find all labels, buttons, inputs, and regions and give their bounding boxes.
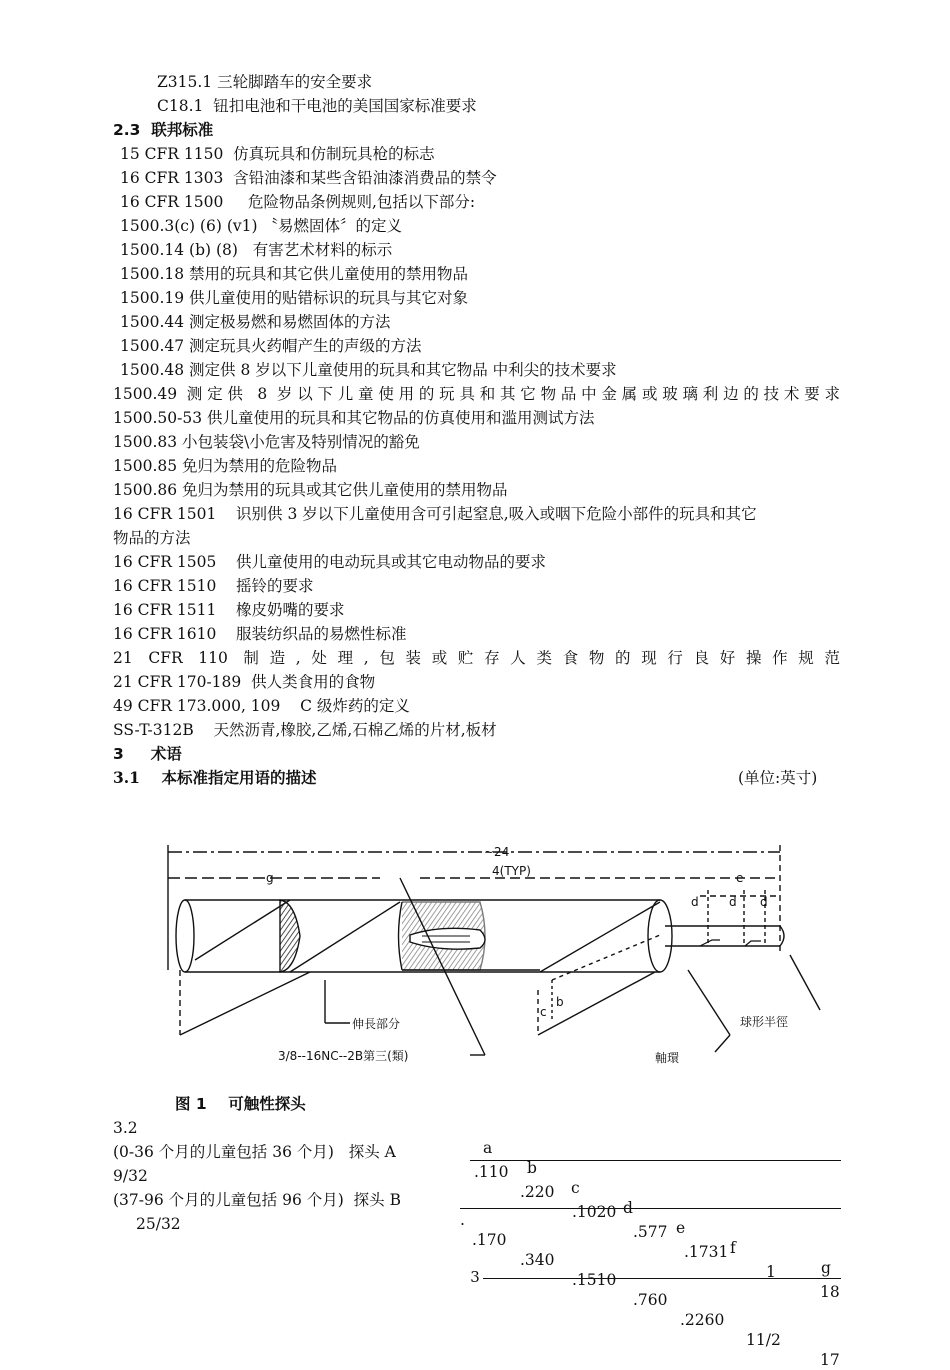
text-line-l29: 3 术语: [113, 745, 182, 763]
text-line-l21: 16 CFR 1505 供儿童使用的电动玩具或其它电动物品的要求: [113, 553, 547, 571]
text-line-l04: 15 CFR 1150 仿真玩具和仿制玩具枪的标志: [120, 145, 435, 163]
text-line-l19: 16 CFR 1501 识别供 3 岁以下儿童使用含可引起窒息,吸入或咽下危险小部件的玩具和其它: [113, 505, 757, 523]
text-line-l32: 3.2: [113, 1119, 138, 1137]
label-g: g: [266, 871, 274, 885]
header-c: c: [571, 1179, 580, 1197]
text-line-l30: 3.1 本标准指定用语的描述: [113, 768, 317, 787]
probe-b-e: .2260: [680, 1311, 725, 1329]
probe-a-c: .1020: [572, 1203, 617, 1221]
label-d1: d: [691, 895, 699, 909]
label-d2: d: [729, 895, 737, 909]
text-line-l33: (0-36 个月的儿童包括 36 个月) 探头 A: [113, 1143, 396, 1161]
probe-a-e: .1731: [684, 1243, 729, 1261]
text-line-l30u: (单位:英寸): [738, 769, 818, 787]
text-line-l02: C18.1 钮扣电池和干电池的美国国家标准要求: [157, 97, 477, 115]
text-line-l26: 21 CFR 170-189 供人类食用的食物: [113, 673, 376, 691]
text-line-l14: 1500.49 测定供 8 岁以下儿童使用的玩具和其它物品中金属或玻璃利边的技术要求: [113, 385, 840, 403]
accessibility-probe-figure: [140, 830, 840, 1075]
probe-a-g: 18: [820, 1283, 840, 1301]
header-e: e: [676, 1219, 686, 1237]
label-d3: d: [760, 895, 768, 909]
text-line-l01: Z315.1 三轮脚踏车的安全要求: [157, 73, 373, 91]
text-line-l35: (37-96 个月的儿童包括 96 个月) 探头 B: [113, 1191, 401, 1209]
probe-a-a: .110: [474, 1163, 509, 1181]
probe-a-b: .220: [520, 1183, 555, 1201]
text-line-l10: 1500.19 供儿童使用的贴错标识的玩具与其它对象: [120, 289, 469, 307]
label-c: c: [540, 1005, 547, 1019]
text-line-l18: 1500.86 免归为禁用的玩具或其它供儿童使用的禁用物品: [113, 481, 508, 499]
page-number: 3: [470, 1268, 480, 1286]
text-line-l24: 16 CFR 1610 服装纺织品的易燃性标准: [113, 625, 407, 643]
header-a: a: [483, 1139, 493, 1157]
label-ball-radius: 球形半徑: [740, 1015, 789, 1029]
text-line-l03: 2.3 联邦标准: [113, 121, 214, 139]
probe-b-a: .170: [472, 1231, 507, 1249]
text-line-l31: 图 1 可触性探头: [175, 1095, 306, 1113]
text-line-l34: 9/32: [113, 1167, 148, 1185]
label-extension: 伸長部分: [352, 1017, 401, 1031]
probe-a-d: .577: [633, 1223, 668, 1241]
text-line-l11: 1500.44 测定极易燃和易燃固体的方法: [120, 313, 391, 331]
text-line-l13: 1500.48 测定供 8 岁以下儿童使用的玩具和其它物品 中利尖的技术要求: [120, 361, 617, 379]
text-line-l05: 16 CFR 1303 含铅油漆和某些含铅油漆消费品的禁令: [120, 169, 497, 187]
label-e: e: [736, 871, 744, 885]
label-overall: ~24: [484, 845, 510, 859]
text-line-l17: 1500.85 免归为禁用的危险物品: [113, 457, 338, 475]
header-f: f: [730, 1239, 736, 1257]
probe-b-values: . .170 .340 .1510 .760 .2260 11/2 17: [460, 1190, 841, 1209]
text-line-l27: 49 CFR 173.000, 109 C 级炸药的定义: [113, 697, 410, 715]
text-line-l36: 25/32: [136, 1215, 181, 1233]
probe-a-f: 1: [766, 1263, 776, 1281]
probe-b-b: .340: [520, 1251, 555, 1269]
text-line-l12: 1500.47 测定玩具火药帽产生的声级的方法: [120, 337, 422, 355]
text-line-l25: 21 CFR 110 制造,处理,包装或贮存人类食物的现行良好操作规范: [113, 649, 840, 667]
text-line-l09: 1500.18 禁用的玩具和其它供儿童使用的禁用物品: [120, 265, 469, 283]
text-line-l07: 1500.3(c) (6) (v1) 〝易燃固体〞的定义: [120, 217, 402, 235]
header-d: d: [623, 1199, 633, 1217]
header-b: b: [527, 1159, 537, 1177]
label-b: b: [556, 995, 564, 1009]
label-typ: 4(TYP): [492, 864, 531, 878]
probe-b-f: 11/2: [746, 1331, 781, 1349]
text-line-l23: 16 CFR 1511 橡皮奶嘴的要求: [113, 601, 345, 619]
text-line-l08: 1500.14 (b) (8) 有害艺术材料的标示: [120, 241, 393, 259]
probe-b-d: .760: [633, 1291, 668, 1309]
probe-b-g: 17: [820, 1351, 840, 1369]
label-collar: 軸環: [655, 1051, 680, 1065]
text-line-l06: 16 CFR 1500 危险物品条例规则,包括以下部分:: [120, 193, 476, 211]
header-g: g: [821, 1259, 831, 1277]
text-line-l22: 16 CFR 1510 摇铃的要求: [113, 577, 314, 595]
text-line-l28: SS-T-312B 天然沥青,橡胶,乙烯,石棉乙烯的片材,板材: [113, 721, 497, 739]
text-line-l15: 1500.50-53 供儿童使用的玩具和其它物品的仿真使用和滥用测试方法: [113, 409, 595, 427]
label-thread: 3/8--16NC--2B第三(類): [278, 1049, 409, 1063]
text-line-l20: 物品的方法: [113, 529, 191, 547]
probe-b-c: .1510: [572, 1271, 617, 1289]
text-line-l16: 1500.83 小包装袋\小危害及特别情况的豁免: [113, 433, 420, 451]
